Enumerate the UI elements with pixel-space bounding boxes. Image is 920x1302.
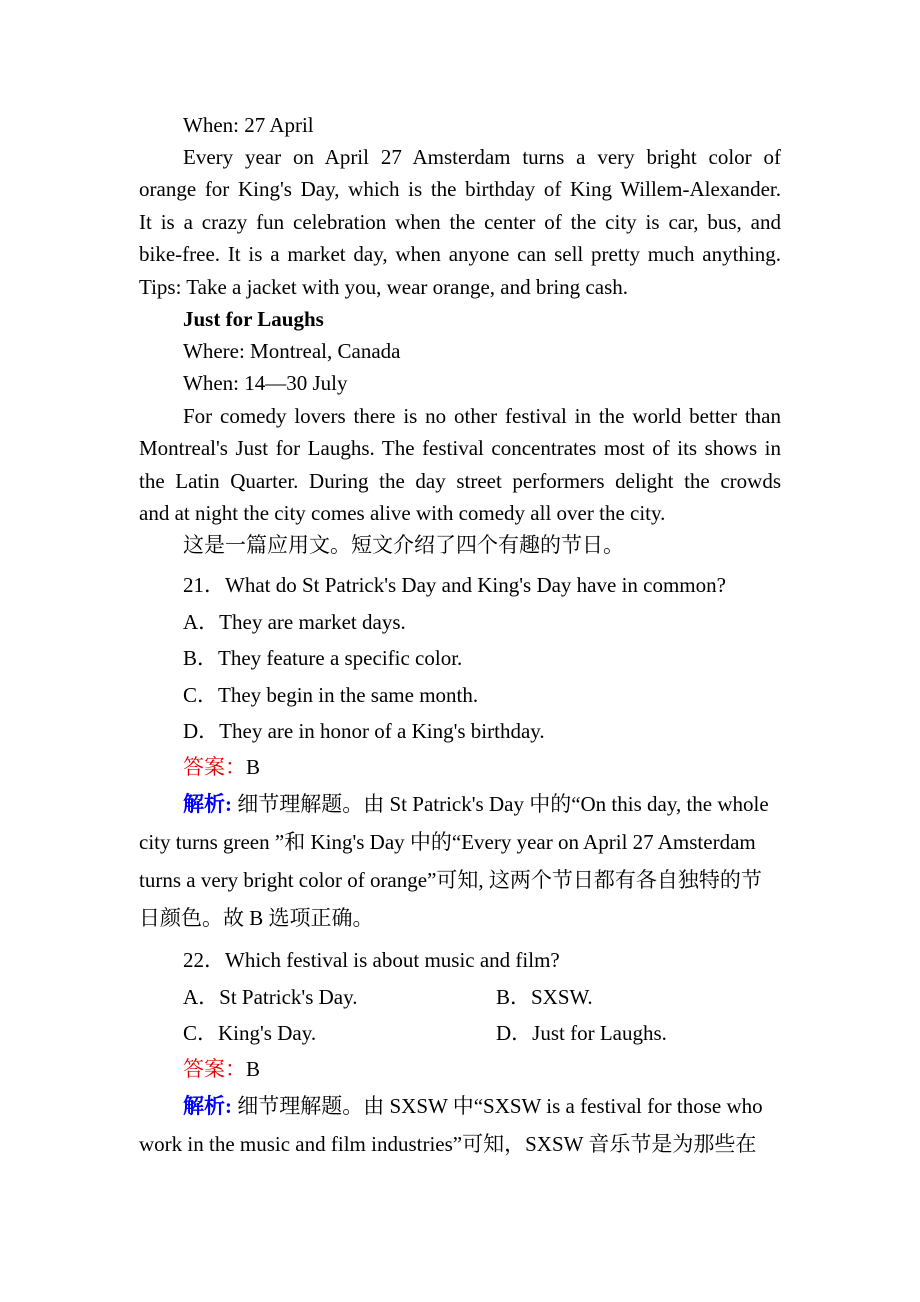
paragraph-line: and at night the city comes alive with comedy all over the city. <box>139 501 666 525</box>
analysis-label: 解析: <box>183 792 232 816</box>
analysis-text: 细节理解题。由 St Patrick's Day 中的“On this day, the whole <box>232 792 769 816</box>
section-title: Just for Laughs <box>183 307 324 331</box>
analysis-text: 细节理解题。由 SXSW 中“SXSW is a festival for those who <box>232 1094 763 1118</box>
paragraph-line: It is a crazy fun celebration when the center of the city is car, bus, and <box>139 210 781 234</box>
analysis-label: 解析: <box>183 1094 232 1118</box>
answer-22 <box>183 1055 260 1083</box>
option-b: B．They feature a specific color. <box>183 646 463 670</box>
answer-value: B <box>246 755 261 779</box>
paragraph-line: bike-free. It is a market day, when anyone can sell pretty much anything. <box>139 242 781 266</box>
option-c: C．King's Day. <box>183 1021 317 1045</box>
jfl-when: When: 14—30 July <box>183 371 348 395</box>
option-d: D．They are in honor of a King's birthday. <box>183 719 545 743</box>
option-d: D．Just for Laughs. <box>496 1021 667 1045</box>
question-22-stem: 22．Which festival is about music and film? <box>183 948 560 972</box>
summary: 这是一篇应用文。短文介绍了四个有趣的节日。 <box>183 533 624 557</box>
analysis-22-line1 <box>183 1092 763 1120</box>
analysis-21-line2: city turns green ”和 King's Day 中的“Every year on April 27 Amsterdam <box>139 830 756 854</box>
option-a: A．St Patrick's Day. <box>183 985 358 1009</box>
analysis-21-line3: turns a very bright color of orange”可知, 这两个节日都有各自独特的节 <box>139 868 762 892</box>
analysis-22-line2: work in the music and film industries”可知，SXSW 音乐节是为那些在 <box>139 1132 757 1156</box>
analysis-21-line4: 日颜色。故 B 选项正确。 <box>139 906 374 930</box>
jfl-where: Where: Montreal, Canada <box>183 339 401 363</box>
kings-day-when: When: 27 April <box>183 113 314 137</box>
option-c: C．They begin in the same month. <box>183 683 479 707</box>
paragraph-line: Every year on April 27 Amsterdam turns a very bright color of <box>183 145 781 169</box>
option-a: A．They are market days. <box>183 610 406 634</box>
analysis-21-line1 <box>183 790 769 818</box>
question-21-stem: 21．What do St Patrick's Day and King's Day have in common? <box>183 573 726 597</box>
option-b: B．SXSW. <box>496 985 593 1009</box>
paragraph-line: For comedy lovers there is no other festival in the world better than <box>183 404 781 428</box>
answer-value: B <box>246 1057 261 1081</box>
answer-label: 答案： <box>183 1057 246 1081</box>
paragraph-line: the Latin Quarter. During the day street performers delight the crowds <box>139 469 781 493</box>
paragraph-line: Montreal's Just for Laughs. The festival concentrates most of its shows in <box>139 436 781 460</box>
paragraph-line: orange for King's Day, which is the birthday of King Willem-Alexander. <box>139 177 781 201</box>
paragraph-line: Tips: Take a jacket with you, wear orange, and bring cash. <box>139 275 628 299</box>
answer-21 <box>183 753 260 781</box>
answer-label: 答案： <box>183 755 246 779</box>
